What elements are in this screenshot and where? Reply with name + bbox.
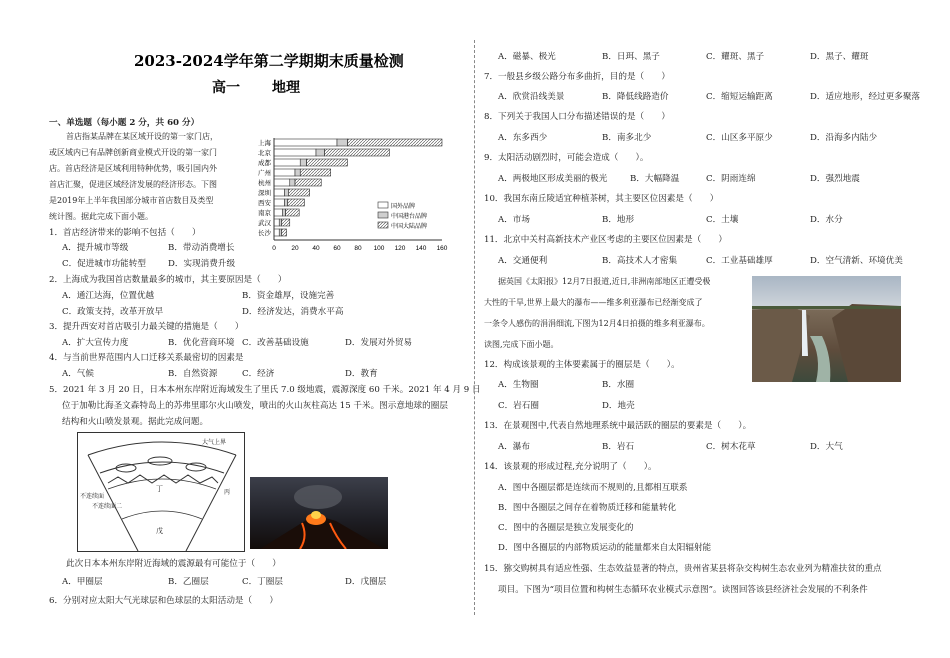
question-2-stem: 2．上海成为我国首店数量最多的城市，其主要原因是（ ）: [49, 275, 287, 285]
q12-option-b[interactable]: B．水圈: [602, 380, 635, 390]
category-label: 武汉: [258, 220, 271, 227]
legend-label: 国外品牌: [391, 204, 416, 210]
category-label: 杭州: [258, 180, 271, 187]
legend-swatch: [378, 222, 388, 228]
question-10-stem: 10．我国东南丘陵适宜种植茶树，其主要区位因素是（ ）: [484, 194, 719, 204]
question-4-stem: 4．与当前世界范围内人口迁移关系最密切的因素是: [49, 353, 244, 363]
legend-swatch: [378, 212, 388, 218]
intro-line: 店。首店经济是区域利用特种优势，吸引国内外: [49, 164, 217, 173]
q5-option-d[interactable]: D．戊圈层: [345, 577, 387, 587]
question-11-stem: 11．北京中关村高新技术产业区考虑的主要区位因素是（ ）: [484, 235, 727, 245]
x-tick-label: 40: [312, 245, 320, 252]
q5-option-b[interactable]: B．乙圈层: [168, 577, 209, 587]
q5-option-a[interactable]: A．甲圈层: [62, 577, 103, 587]
q4-option-b[interactable]: B．自然资源: [168, 369, 218, 379]
q13-option-b[interactable]: B．岩石: [602, 442, 635, 452]
bar-segment: [274, 189, 285, 196]
column-divider: [474, 40, 475, 615]
question-5-line: 5．2021 年 3 月 20 日，日本本州东岸附近海域发生了里氏 7.0 级地震，震源深度 60 千米。2021 年 4 月 9 日: [49, 385, 481, 395]
q7-option-c[interactable]: C．缩短运输距离: [706, 92, 773, 102]
bar-segment: [289, 189, 310, 196]
intro-line: 首店指某品牌在某区域开设的第一家门店，: [66, 132, 218, 141]
q9-option-b[interactable]: B．大幅降温: [630, 174, 680, 184]
bar-segment: [274, 199, 285, 206]
x-tick-label: 120: [394, 245, 406, 252]
category-label: 北京: [258, 150, 271, 157]
bar-segment: [290, 179, 295, 186]
q10-option-c[interactable]: C．土壤: [706, 215, 739, 225]
question-12-stem: 12．构成该景观的主体要素属于的圈层是（ ）。: [484, 360, 680, 370]
q11-option-d[interactable]: D．空气清新、环境优美: [810, 256, 903, 266]
question-8-stem: 8．下列关于我国人口分布描述错误的是（ ）: [484, 112, 670, 122]
q8-option-d[interactable]: D．沿海多内陆少: [810, 133, 878, 143]
q1-option-b[interactable]: B．带动消费增长: [168, 243, 235, 253]
question-6-stem: 6．分别对应太阳大气光球层和色球层的太阳活动是（ ）: [49, 596, 278, 606]
bar-segment: [274, 159, 300, 166]
q7-option-d[interactable]: D．适应地形，经过更多聚落: [810, 92, 921, 102]
intro-line: 统计图。据此完成下面小题。: [49, 212, 153, 221]
victoria-falls-photo: [752, 276, 901, 382]
q10-option-a[interactable]: A．市场: [498, 215, 530, 225]
q14-option-b[interactable]: B．图中各圈层之间存在着物质迁移和能量转化: [498, 503, 677, 513]
volcano-eruption-photo: [250, 477, 388, 549]
bar-segment: [279, 219, 281, 226]
bar-segment: [274, 179, 290, 186]
q6-option-b[interactable]: B．日珥、黑子: [602, 52, 660, 62]
q11-option-c[interactable]: C．工业基础雄厚: [706, 256, 773, 266]
bar-segment: [274, 139, 337, 146]
category-label: 上海: [258, 140, 271, 147]
intro-line: 是2019年上半年我国部分城市首店数目及类型: [49, 196, 214, 205]
question-13-stem: 13．在景观图中,代表自然地理系统中最活跃的圈层的要素是（ ）。: [484, 421, 752, 431]
bar-segment: [295, 179, 321, 186]
x-tick-label: 0: [272, 245, 276, 252]
q12-option-c[interactable]: C．岩石圈: [498, 401, 539, 411]
question-3-stem: 3．提升西安对首店吸引力最关键的措施是（ ）: [49, 322, 244, 332]
q4-option-d[interactable]: D．教育: [345, 369, 378, 379]
q1-option-d[interactable]: D．实现消费升级: [168, 259, 236, 269]
bar-segment: [282, 209, 285, 216]
section-heading: 一、单选题（每小题 2 分，共 60 分）: [49, 118, 200, 128]
q13-option-d[interactable]: D．大气: [810, 442, 843, 452]
bar-segment: [279, 229, 281, 236]
legend-swatch: [378, 202, 388, 208]
x-tick-label: 100: [373, 245, 385, 252]
bar-segment: [300, 169, 330, 176]
q8-option-a[interactable]: A．东多西少: [498, 133, 548, 143]
x-tick-label: 80: [354, 245, 362, 252]
q10-option-d[interactable]: D．水分: [810, 215, 843, 225]
q2-option-a[interactable]: A．通江达海，位置优越: [62, 291, 155, 301]
legend-label: 中国大陆品牌: [391, 224, 428, 230]
bar-segment: [274, 209, 282, 216]
question-5-sub: 此次日本本州东岸附近海域的震源最有可能位于（ ）: [66, 559, 281, 569]
q14-option-d[interactable]: D．图中各圈层的内部物质运动的能量都来自太阳辐射能: [498, 543, 712, 553]
category-label: 成都: [258, 160, 271, 167]
bar-segment: [285, 189, 289, 196]
question-15-line: 项目。下图为“项目位置和构树生态循环农业模式示意图”。读图回答该县经济社会发展的不利条件: [498, 585, 868, 595]
bar-segment: [348, 139, 443, 146]
question-1-stem: 1．首店经济带来的影响不包括（ ）: [49, 228, 201, 238]
legend-label: 中国港台品牌: [391, 214, 428, 220]
q11-option-a[interactable]: A．交通便利: [498, 256, 548, 266]
x-tick-label: 160: [436, 245, 448, 252]
q1-option-c[interactable]: C．促进城市功能转型: [62, 259, 146, 269]
q3-option-c[interactable]: C．改善基础设施: [242, 338, 309, 348]
question-14-stem: 14．该景观的形成过程,充分说明了（ ）。: [484, 462, 657, 472]
q10-option-b[interactable]: B．地形: [602, 215, 635, 225]
q9-option-c[interactable]: C．阴雨连绵: [706, 174, 756, 184]
q8-option-b[interactable]: B．南多北少: [602, 133, 652, 143]
earth-layers-diagram: [77, 432, 245, 552]
q12-option-d[interactable]: D．地壳: [602, 401, 635, 411]
q8-option-c[interactable]: C．山区多平原少: [706, 133, 773, 143]
q3-option-d[interactable]: D．发展对外贸易: [345, 338, 413, 348]
bar-segment: [274, 149, 316, 156]
bar-segment: [295, 169, 300, 176]
layer-ding-label: 丁: [156, 485, 163, 493]
passage-line: 据英国《太阳报》12月7日报道,近日,非洲南部地区正遭受极: [498, 277, 711, 286]
q7-option-b[interactable]: B．降低线路造价: [602, 92, 669, 102]
x-tick-label: 60: [333, 245, 341, 252]
question-7-stem: 7．一般县乡级公路分布多曲折，目的是（ ）: [484, 72, 670, 82]
q2-option-d[interactable]: D．经济发达，消费水平高: [242, 307, 344, 317]
bar-segment: [274, 229, 279, 236]
discontinuity-2-label: 不连续面二: [92, 503, 123, 510]
category-label: 长沙: [258, 230, 271, 237]
passage-line: 大性的干旱,世界上最大的瀑布——维多利亚瀑布已经渐变成了: [484, 298, 703, 307]
q11-option-b[interactable]: B．高技术人才密集: [602, 256, 678, 266]
q9-option-d[interactable]: D．强烈地震: [810, 174, 860, 184]
bar-segment: [285, 199, 288, 206]
x-tick-label: 140: [415, 245, 427, 252]
first-store-bar-chart: [248, 132, 463, 257]
q3-option-a[interactable]: A．扩大宣传力度: [62, 338, 129, 348]
q4-option-a[interactable]: A．气候: [62, 369, 94, 379]
q6-option-d[interactable]: D．黑子、耀斑: [810, 52, 869, 62]
discontinuity-1-label: 不连续面: [80, 493, 105, 500]
bar-segment: [288, 199, 305, 206]
question-15-line: 15．猕交购树具有适应性强、生态效益显著的特点，贵州省某县将杂交构树生态农业列为精准扶贫的重点: [484, 564, 882, 574]
layer-wu-label: 戊: [156, 527, 163, 535]
exam-title: 2023-2024学年第二学期期末质量检测: [134, 52, 404, 70]
bar-segment: [324, 149, 389, 156]
q6-option-c[interactable]: C．耀斑、黑子: [706, 52, 765, 62]
passage-line: 读图,完成下面小题。: [484, 340, 559, 349]
subject-label: 地理: [272, 80, 300, 96]
bar-segment: [307, 159, 348, 166]
q1-option-a[interactable]: A．提升城市等级: [62, 243, 129, 253]
question-5-line: 位于加勒比海圣文森特岛上的苏弗里耶尔火山喷发，喷出的火山灰柱高达 15 千米。图示意地球的圈层: [62, 401, 448, 411]
q4-option-c[interactable]: C．经济: [242, 369, 275, 379]
q14-option-a[interactable]: A．图中各圈层都是连续而不规则的,且都相互联系: [498, 483, 688, 493]
atm-label: 大气上界: [202, 439, 227, 446]
q9-option-a[interactable]: A．两极地区形成美丽的极光: [498, 174, 608, 184]
question-5-line: 结构和火山喷发景观。据此完成问题。: [62, 417, 209, 427]
q2-option-c[interactable]: C．政策支持，改革开放早: [62, 307, 164, 317]
category-label: 广州: [258, 170, 271, 177]
grade-label: 高一: [212, 80, 240, 96]
bar-segment: [281, 219, 289, 226]
bar-segment: [300, 159, 306, 166]
q2-option-b[interactable]: B．资金雄厚，设施完善: [242, 291, 335, 301]
layer-bing-label: 丙: [224, 489, 231, 496]
bar-segment: [286, 209, 300, 216]
q7-option-a[interactable]: A．欣赏沿线美景: [498, 92, 565, 102]
q14-option-c[interactable]: C．图中的各圈层是独立发展变化的: [498, 523, 634, 533]
q13-option-a[interactable]: A．瀑布: [498, 442, 530, 452]
q6-option-a[interactable]: A．磁暴、极光: [498, 52, 556, 62]
question-9-stem: 9．太阳活动剧烈时，可能会造成（ ）。: [484, 153, 649, 163]
q12-option-a[interactable]: A．生物圈: [498, 380, 539, 390]
bar-segment: [316, 149, 324, 156]
q3-option-b[interactable]: B．优化营商环境: [168, 338, 235, 348]
passage-line: 一条令人感伤的涓涓细流,下图为12月4日拍摄的维多利亚瀑布。: [484, 319, 710, 328]
bar-segment: [281, 229, 286, 236]
category-label: 南京: [258, 210, 271, 217]
intro-line: 首店汇聚，促进区域经济发展的经济形态。下图: [49, 180, 217, 189]
q13-option-c[interactable]: C．树木花草: [706, 442, 756, 452]
intro-line: 或区域内已有品牌创新商业模式开设的第一家门: [49, 148, 217, 157]
bar-segment: [274, 169, 295, 176]
bar-segment: [274, 219, 279, 226]
q5-option-c[interactable]: C．丁圈层: [242, 577, 283, 587]
category-label: 深圳: [258, 190, 271, 197]
x-tick-label: 20: [291, 245, 299, 252]
bar-segment: [337, 139, 348, 146]
category-label: 西安: [258, 200, 271, 207]
